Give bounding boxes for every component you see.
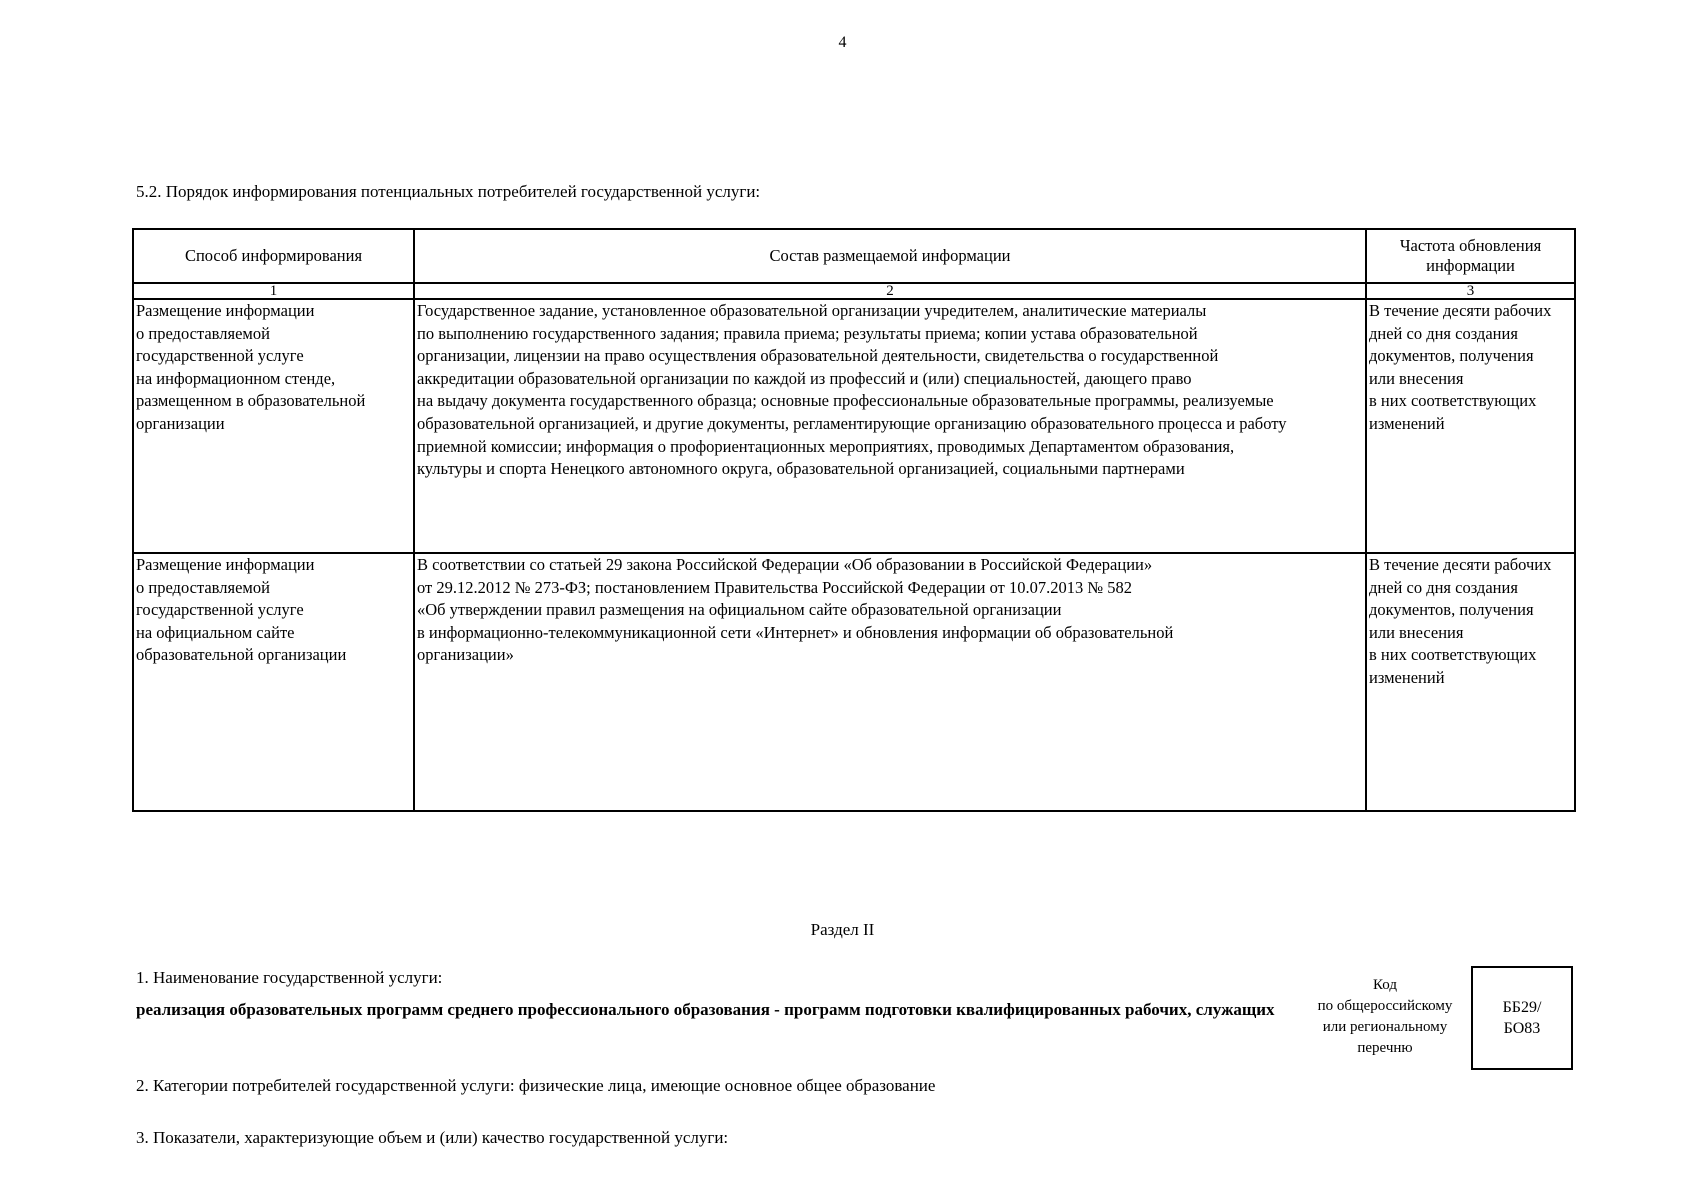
content-cell: [414, 553, 1366, 811]
header-method: Способ информирования: [133, 229, 414, 283]
item2-text: 2. Категории потребителей государственной услуги: физические лица, имеющие основное общее образование: [136, 1076, 936, 1095]
code-value-line: ББ29/: [1502, 999, 1542, 1016]
table-row: [133, 553, 1575, 811]
cell-line: Размещение информации: [136, 301, 315, 320]
code-value-line: БО83: [1503, 1020, 1541, 1037]
column-number: 1: [133, 283, 414, 299]
cell-line: изменений: [1369, 667, 1445, 687]
section-5-2-title: 5.2. Порядок информирования потенциальных потребителей государственной услуги:: [136, 182, 761, 201]
cell-line: или внесения: [1369, 368, 1464, 388]
cell-line: в информационно-телекоммуникационной сети «Интернет» и обновления информации об образовательной: [417, 622, 1174, 642]
section-heading: Раздел II: [810, 920, 875, 939]
frequency-cell: [1366, 553, 1575, 811]
cell-line: по выполнению государственного задания; правила приема; результаты приема; копии устава образовательной: [417, 323, 1198, 343]
cell-line: культуры и спорта Ненецкого автономного округа, образовательной организацией, социальными партнерами: [417, 459, 1185, 479]
code-label-line: Код: [1373, 977, 1397, 993]
cell-line: В течение десяти рабочих: [1369, 301, 1552, 320]
cell-line: образовательной организации: [136, 645, 347, 665]
cell-line: организации»: [417, 645, 514, 665]
cell-line: организации: [136, 413, 225, 433]
cell-line: документов, получения: [1369, 600, 1534, 620]
cell-line: на информационном стенде,: [136, 368, 336, 388]
cell-line: образовательной организацией, и другие документы, регламентирующие организацию образовательного процесса и работу: [417, 413, 1287, 433]
table-row: [133, 299, 1575, 553]
information-table: [132, 228, 1576, 812]
column-number: 2: [414, 283, 1366, 299]
cell-line: дней со дня создания: [1369, 323, 1518, 343]
cell-line: о предоставляемой: [136, 577, 270, 597]
cell-line: Государственное задание, установленное образовательной организации учредителем, аналитические материалы: [417, 301, 1207, 320]
cell-line: от 29.12.2012 № 273-ФЗ; постановлением Правительства Российской Федерации от 10.07.2013 № 582: [417, 577, 1132, 597]
cell-line: в них соответствующих: [1369, 645, 1537, 665]
cell-line: изменений: [1369, 413, 1445, 433]
item1-label: 1. Наименование государственной услуги:: [136, 968, 443, 987]
cell-line: размещенном в образовательной: [136, 391, 366, 411]
code-label: [1310, 975, 1460, 1059]
item3-text: 3. Показатели, характеризующие объем и (или) качество государственной услуги:: [136, 1128, 729, 1147]
cell-line: организации, лицензии на право осуществления образовательной деятельности, свидетельства о государственной: [417, 346, 1219, 366]
code-box: [1471, 966, 1573, 1070]
cell-line: Размещение информации: [136, 555, 315, 574]
header-content: Состав размещаемой информации: [414, 229, 1366, 283]
cell-line: или внесения: [1369, 622, 1464, 642]
cell-line: В соответствии со статьей 29 закона Российской Федерации «Об образовании в Российской Федерации»: [417, 555, 1153, 574]
page-number: 4: [838, 34, 847, 51]
cell-line: «Об утверждении правил размещения на официальном сайте образовательной организации: [417, 600, 1062, 620]
cell-line: на официальном сайте: [136, 622, 295, 642]
cell-line: в них соответствующих: [1369, 391, 1537, 411]
table-column-number-row: [133, 283, 1575, 299]
cell-line: о предоставляемой: [136, 323, 270, 343]
item1-value: реализация образовательных программ среднего профессионального образования - программ подготовки квалифицированных рабочих, служащих: [136, 1000, 1275, 1019]
cell-line: государственной услуге: [136, 600, 304, 620]
code-label-line: по общероссийскому: [1317, 998, 1453, 1014]
method-cell: [133, 553, 414, 811]
table-header-row: [133, 229, 1575, 283]
cell-line: приемной комиссии; информация о профориентационных мероприятиях, проводимых Департаментом образования,: [417, 436, 1235, 456]
code-label-line: перечню: [1357, 1040, 1413, 1056]
cell-line: В течение десяти рабочих: [1369, 555, 1552, 574]
frequency-cell: [1366, 299, 1575, 553]
cell-line: документов, получения: [1369, 346, 1534, 366]
cell-line: дней со дня создания: [1369, 577, 1518, 597]
header-frequency: Частота обновления информации: [1366, 229, 1575, 283]
cell-line: на выдачу документа государственного образца; основные профессиональные образовательные программы, реализуемые: [417, 391, 1274, 411]
code-label-line: или региональному: [1322, 1019, 1448, 1035]
cell-line: аккредитации образовательной организации по каждой из профессий и (или) специальностей, дающего право: [417, 368, 1192, 388]
method-cell: [133, 299, 414, 553]
column-number: 3: [1366, 283, 1575, 299]
content-cell: [414, 299, 1366, 553]
cell-line: государственной услуге: [136, 346, 304, 366]
